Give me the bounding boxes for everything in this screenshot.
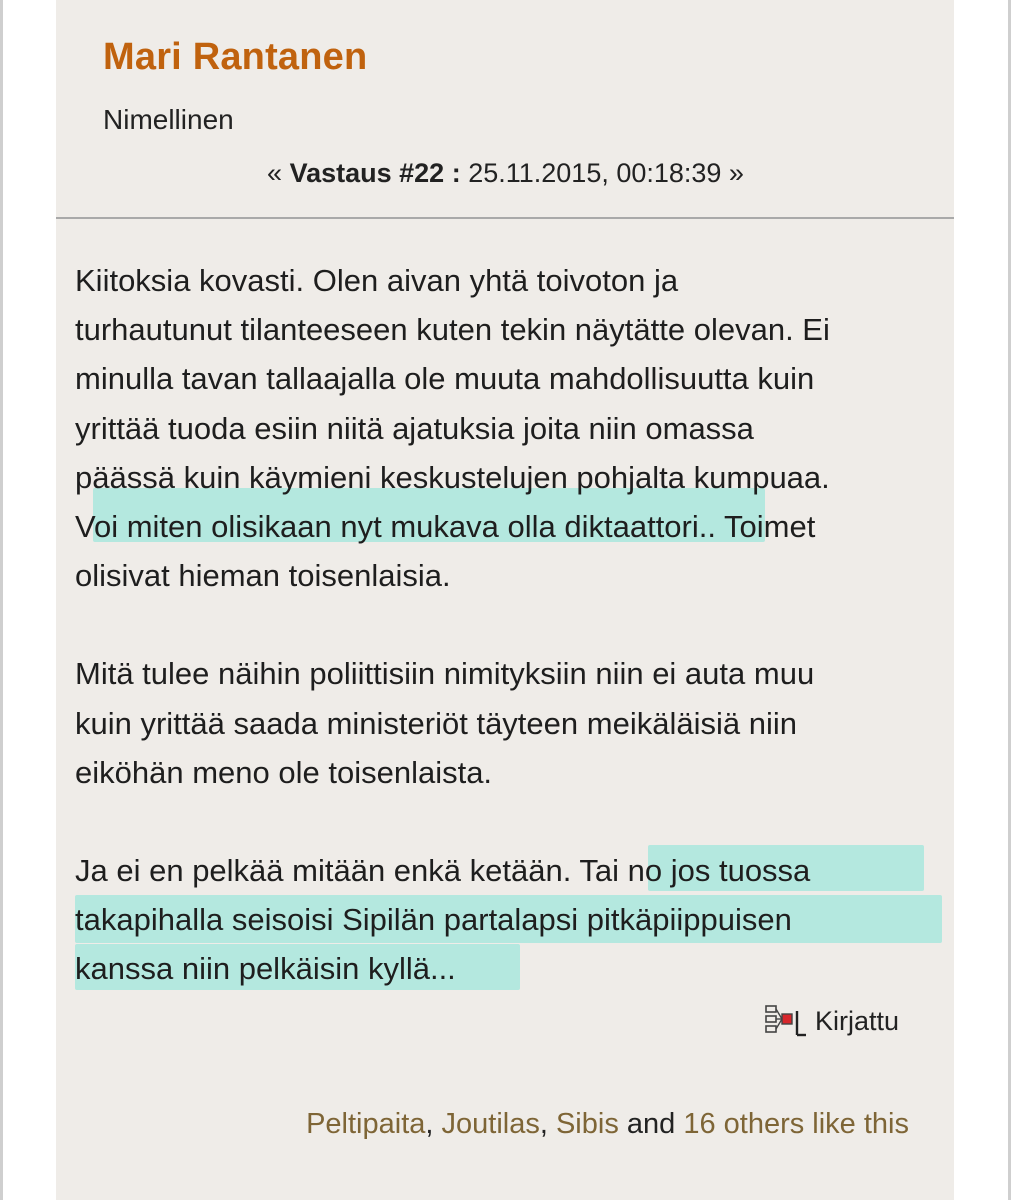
post-meta-open: « <box>267 158 290 188</box>
post-paragraph-3 <box>75 846 945 994</box>
logged-indicator[interactable] <box>765 1003 899 1039</box>
post-line: kanssa niin pelkäisin kyllä... <box>75 951 456 987</box>
likes-and-text: and <box>618 1108 684 1140</box>
post-datetime: 25.11.2015, 00:18:39 » <box>460 158 744 188</box>
post-reply-number-link[interactable]: Vastaus #22 : <box>289 158 461 188</box>
logged-ip-icon <box>765 1003 807 1039</box>
post-line: Kiitoksia kovasti. Olen aivan yhtä toivoton ja <box>75 263 679 298</box>
post-line: turhautunut tilanteeseen kuten tekin näytätte olevan. Ei <box>75 312 830 348</box>
post-body <box>75 256 945 994</box>
logged-label: Kirjattu <box>815 1005 900 1036</box>
post-line: eiköhän meno ole toisenlaista. <box>75 754 493 790</box>
paragraph-gap <box>75 797 945 846</box>
post-likes <box>0 1108 909 1141</box>
post-author-rank: Nimellinen <box>103 104 234 135</box>
post-line: Mitä tulee näihin poliittisiin nimityksiin niin ei auta muu <box>75 656 815 692</box>
paragraph-gap <box>75 600 945 649</box>
like-user-link[interactable]: Joutilas <box>441 1108 540 1140</box>
post-paragraph-2 <box>75 649 945 797</box>
likes-others-link[interactable]: 16 others like this <box>683 1108 909 1140</box>
post-line: yrittää tuoda esiin niitä ajatuksia joita niin omassa <box>75 410 754 446</box>
post-line: päässä kuin käymieni keskustelujen pohjalta kumpuaa. <box>75 459 830 495</box>
like-user-link[interactable]: Peltipaita <box>306 1108 426 1140</box>
post-author-name[interactable]: Mari Rantanen <box>103 36 368 78</box>
post-meta <box>0 158 1011 189</box>
post-line: kuin yrittää saada ministeriöt täyteen meikäläisiä niin <box>75 705 797 741</box>
post-line: Ja ei en pelkää mitään enkä ketään. Tai no jos tuossa <box>75 853 811 889</box>
post-line: olisivat hieman toisenlaisia. <box>75 558 451 594</box>
post-line: takapihalla seisoisi Sipilän partalapsi pitkäpiippuisen <box>75 902 792 938</box>
post-header-divider <box>56 217 954 219</box>
post-paragraph-1 <box>75 256 945 600</box>
like-user-link[interactable]: Sibis <box>555 1108 619 1140</box>
likes-separator: , <box>539 1108 556 1140</box>
post-line: Voi miten olisikaan nyt mukava olla diktaattori.. Toimet <box>75 509 816 545</box>
likes-separator: , <box>425 1108 442 1140</box>
post-line: minulla tavan tallaajalla ole muuta mahdollisuutta kuin <box>75 361 815 397</box>
